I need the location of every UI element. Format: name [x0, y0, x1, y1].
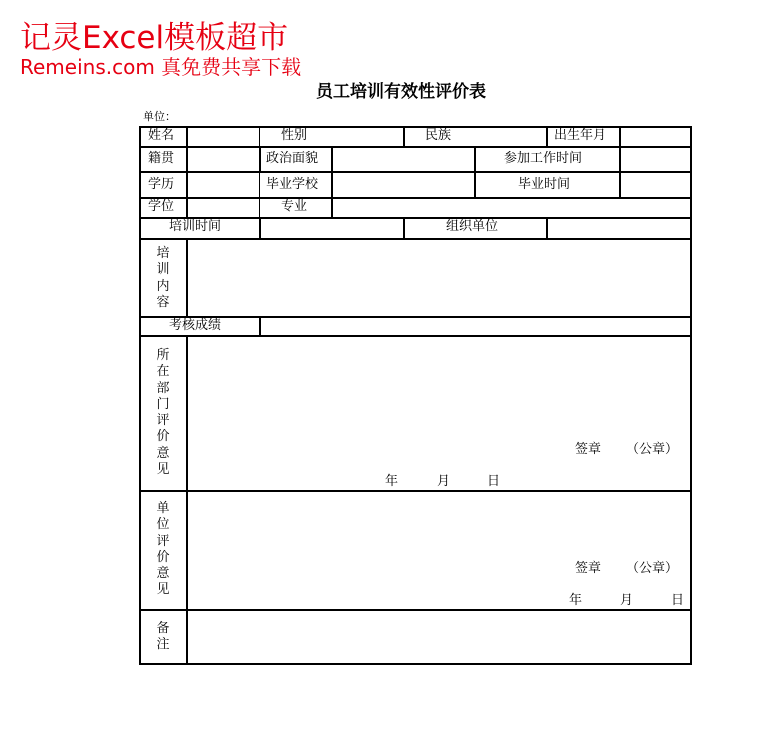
- watermark-title: 记灵Excel模板超市: [20, 20, 289, 56]
- col-line: [259, 171, 260, 218]
- label-organizer: 组织单位: [446, 219, 499, 234]
- row-line: [139, 146, 692, 148]
- dept-date-day: 日: [487, 474, 501, 489]
- dept-date-year: 年: [385, 474, 399, 489]
- col-line: [259, 217, 261, 239]
- row-line: [139, 609, 692, 611]
- unit-signature-label: 签章: [575, 561, 602, 576]
- watermark-subtitle: Remeins.com 真免费共享下载: [20, 55, 302, 79]
- label-name: 姓名: [148, 128, 175, 143]
- unit-label: 单位：: [143, 110, 176, 123]
- label-school: 毕业学校: [266, 177, 319, 192]
- row-line: [139, 217, 692, 219]
- label-dept-opinion: 所在部门评价意见: [156, 348, 170, 478]
- label-birth-date: 出生年月: [554, 128, 607, 143]
- row-line: [139, 238, 692, 240]
- label-degree: 学位: [148, 199, 175, 214]
- row-line: [139, 490, 692, 492]
- label-work-start-date: 参加工作时间: [504, 151, 583, 166]
- label-remarks: 备注: [156, 621, 170, 653]
- row-line: [139, 316, 692, 318]
- label-political-status: 政治面貌: [266, 151, 319, 166]
- col-line: [259, 316, 261, 336]
- col-line: [619, 126, 621, 198]
- col-line: [474, 146, 476, 198]
- col-line: [259, 126, 260, 146]
- dept-date-month: 月: [437, 474, 451, 489]
- unit-date-month: 月: [620, 593, 634, 608]
- label-exam-score: 考核成绩: [169, 318, 222, 333]
- label-training-content: 培训内容: [156, 246, 170, 310]
- col-line: [331, 146, 333, 218]
- label-graduation-date: 毕业时间: [518, 177, 571, 192]
- row-line: [139, 335, 692, 337]
- table-border-bottom: [139, 663, 692, 665]
- col-line: [186, 126, 188, 218]
- unit-official-seal: （公章）: [626, 561, 679, 576]
- label-gender: 性别: [281, 128, 308, 143]
- col-line: [186, 238, 188, 317]
- col-line: [403, 217, 405, 239]
- col-line: [186, 335, 188, 665]
- col-line: [259, 146, 261, 172]
- label-native-place: 籍贯: [148, 151, 175, 166]
- row-line: [139, 171, 692, 173]
- col-line: [546, 217, 548, 239]
- unit-date-year: 年: [569, 593, 583, 608]
- dept-signature-label: 签章: [575, 442, 602, 457]
- label-training-time: 培训时间: [169, 219, 222, 234]
- label-unit-opinion: 单位评价意见: [156, 501, 170, 598]
- row-line: [139, 197, 692, 199]
- label-major: 专业: [281, 199, 308, 214]
- label-ethnicity: 民族: [425, 128, 452, 143]
- col-line: [546, 126, 548, 147]
- table-border-top: [139, 126, 692, 128]
- label-education: 学历: [148, 177, 175, 192]
- table-border-right: [690, 126, 692, 665]
- table-border-left: [139, 126, 141, 665]
- form-title: 员工培训有效性评价表: [316, 82, 486, 102]
- col-line: [403, 126, 405, 147]
- unit-date-day: 日: [671, 593, 685, 608]
- dept-official-seal: （公章）: [626, 442, 679, 457]
